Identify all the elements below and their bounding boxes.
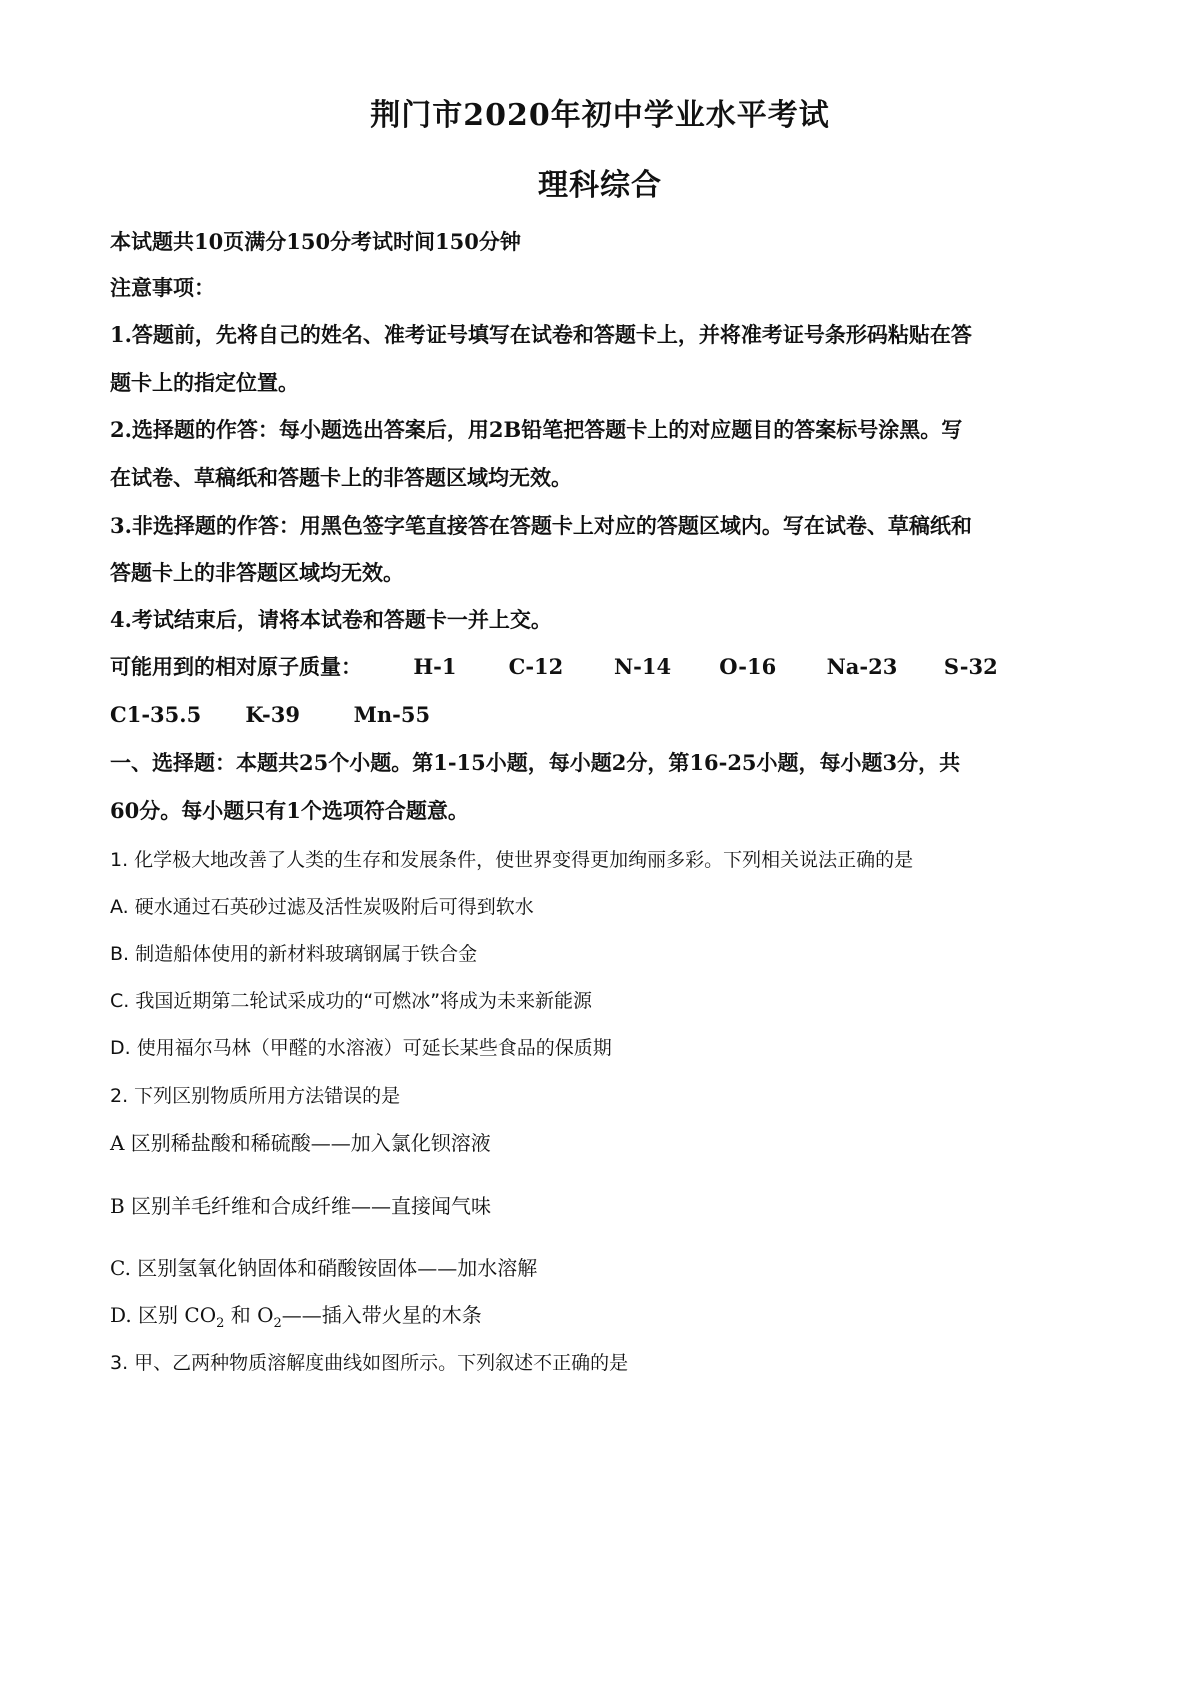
atomic-mass-value: C-12 [508, 654, 564, 679]
question-2-option-d-suffix: ——插入带火星的木条 [281, 1303, 482, 1327]
question-2-option-d [110, 1300, 1100, 1330]
notice-item-3-line-2: 答题卡上的非答题区域均无效。 [110, 560, 404, 585]
question-2-option-c: C. 区别氢氧化钠固体和硝酸铵固体——加水溶解 [110, 1256, 538, 1280]
question-1-option-b: B. 制造船体使用的新材料玻璃钢属于铁合金 [110, 943, 478, 965]
atomic-mass-value: N-14 [613, 654, 672, 679]
atomic-mass-value: O-16 [719, 654, 777, 679]
atomic-mass-value: H-1 [413, 654, 457, 679]
atomic-mass-value: Mn-55 [353, 702, 431, 727]
question-2-stem: 2. 下列区别物质所用方法错误的是 [110, 1085, 401, 1107]
page-title: 荆门市2020年初中学业水平考试 [370, 98, 830, 133]
question-1-option-a: A. 硬水通过石英砂过滤及活性炭吸附后可得到软水 [110, 896, 534, 918]
page-subtitle: 理科综合 [538, 168, 662, 203]
question-1-stem: 1. 化学极大地改善了人类的生存和发展条件，使世界变得更加绚丽多彩。下列相关说法正确的是 [110, 849, 914, 871]
exam-info: 本试题共10页满分150分考试时间150分钟 [110, 229, 521, 254]
subscript: 2 [273, 1316, 282, 1331]
atomic-mass-value: K-39 [245, 702, 300, 727]
notice-item-4: 4.考试结束后，请将本试卷和答题卡一并上交。 [110, 607, 552, 632]
section-1-line-1: 一、选择题：本题共25个小题。第1-15小题，每小题2分，第16-25小题，每小题3分，共 [110, 750, 961, 775]
subscript: 2 [216, 1316, 225, 1331]
question-2-option-d-mid: 和 O [224, 1303, 274, 1327]
atomic-mass-value: Na-23 [826, 654, 898, 679]
atomic-mass-value: C1-35.5 [110, 702, 202, 727]
section-1-line-2: 60分。每小题只有1个选项符合题意。 [110, 798, 469, 823]
atomic-mass-row-1 [110, 652, 1024, 682]
atomic-mass-value: S-32 [943, 654, 998, 679]
question-1-option-c: C. 我国近期第二轮试采成功的“可燃冰”将成为未来新能源 [110, 990, 593, 1012]
question-3-stem: 3. 甲、乙两种物质溶解度曲线如图所示。下列叙述不正确的是 [110, 1352, 629, 1374]
notice-item-2-line-1: 2.选择题的作答：每小题选出答案后，用2B铅笔把答题卡上的对应题目的答案标号涂黑。写 [110, 417, 963, 442]
notice-heading: 注意事项： [110, 275, 215, 300]
notice-item-3-line-1: 3.非选择题的作答：用黑色签字笔直接答在答题卡上对应的答题区域内。写在试卷、草稿纸和 [110, 513, 972, 538]
notice-item-2-line-2: 在试卷、草稿纸和答题卡上的非答题区域均无效。 [110, 465, 572, 490]
notice-item-1-line-2: 题卡上的指定位置。 [110, 370, 299, 395]
atomic-mass-row-2 [110, 700, 454, 730]
notice-item-1-line-1: 1.答题前，先将自己的姓名、准考证号填写在试卷和答题卡上，并将准考证号条形码粘贴在答 [110, 322, 972, 347]
question-2-option-d-prefix: D. 区别 CO [110, 1303, 217, 1327]
atomic-mass-label: 可能用到的相对原子质量： [110, 654, 362, 679]
question-2-option-b: B 区别羊毛纤维和合成纤维——直接闻气味 [110, 1194, 492, 1218]
question-2-option-a: A 区别稀盐酸和稀硫酸——加入氯化钡溶液 [110, 1131, 491, 1155]
question-1-option-d: D. 使用福尔马林（甲醛的水溶液）可延长某些食品的保质期 [110, 1037, 612, 1059]
